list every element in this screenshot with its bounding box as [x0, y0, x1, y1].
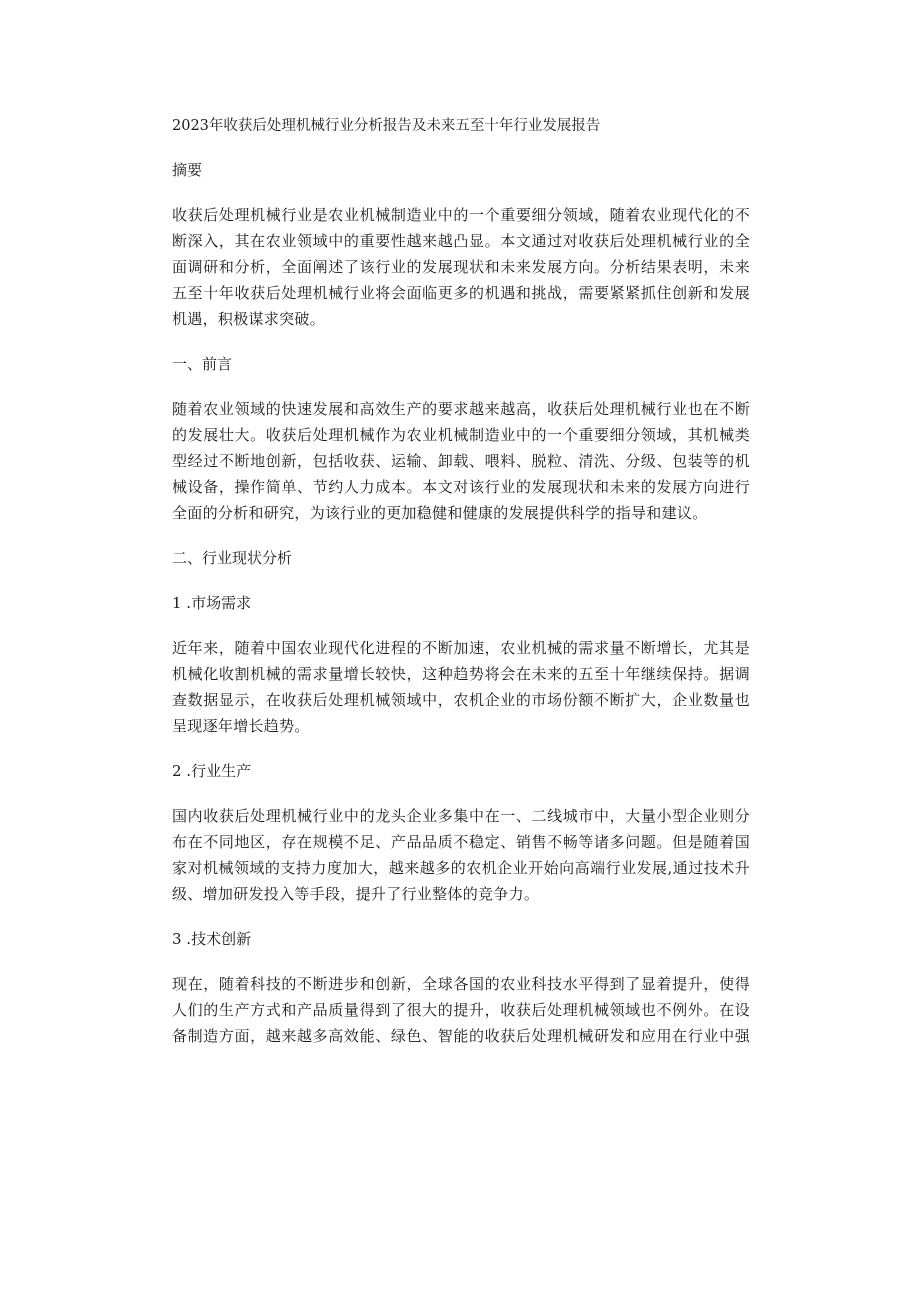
paragraph-line: 呈现逐年增长趋势。	[172, 717, 310, 735]
tech-innovation-paragraph	[172, 971, 750, 1049]
subsection-heading-industry-production: 2 .行业生产	[172, 762, 252, 780]
abstract-paragraph	[172, 202, 750, 332]
paragraph-line: 查数据显示，在收获后处理机械领域中，农机企业的市场份额不断扩大，企业数量也	[172, 691, 750, 709]
section-heading-preface: 一、前言	[172, 355, 233, 373]
document-page	[172, 113, 750, 1068]
paragraph-line: 家对机械领域的支持力度加大，越来越多的农机企业开始向高端行业发展,通过技术升	[172, 859, 750, 877]
paragraph-line: 五至十年收获后处理机械行业将会面临更多的机遇和挑战，需要紧紧抓住创新和发展	[172, 284, 750, 302]
paragraph-line: 型经过不断地创新，包括收获、运输、卸载、喂料、脱粒、清洗、分级、包装等的机	[172, 452, 750, 470]
paragraph-line: 布在不同地区，存在规模不足、产品品质不稳定、销售不畅等诸多问题。但是随着国	[172, 833, 750, 851]
preface-paragraph	[172, 396, 750, 526]
paragraph-line: 备制造方面，越来越多高效能、绿色、智能的收获后处理机械研发和应用在行业中强	[172, 1027, 750, 1045]
paragraph-line: 级、增加研发投入等手段，提升了行业整体的竞争力。	[172, 885, 540, 903]
paragraph-line: 械设备，操作简单、节约人力成本。本文对该行业的发展现状和未来的发展方向进行	[172, 478, 750, 496]
paragraph-line: 近年来，随着中国农业现代化进程的不断加速，农业机械的需求量不断增长，尤其是	[172, 639, 750, 657]
paragraph-line: 断深入，其在农业领域中的重要性越来越凸显。本文通过对收获后处理机械行业的全	[172, 232, 750, 250]
paragraph-line: 随着农业领域的快速发展和高效生产的要求越来越高，收获后处理机械行业也在不断	[172, 400, 750, 418]
market-demand-paragraph	[172, 635, 750, 739]
paragraph-line: 国内收获后处理机械行业中的龙头企业多集中在一、二线城市中，大量小型企业则分	[172, 807, 750, 825]
paragraph-line: 机遇，积极谋求突破。	[172, 310, 326, 328]
paragraph-line: 收获后处理机械行业是农业机械制造业中的一个重要细分领域，随着农业现代化的不	[172, 206, 750, 224]
paragraph-line: 的发展壮大。收获后处理机械作为农业机械制造业中的一个重要细分领域，其机械类	[172, 426, 750, 444]
subsection-heading-market-demand: 1 .市场需求	[172, 594, 252, 612]
section-heading-industry-status: 二、行业现状分析	[172, 549, 293, 567]
paragraph-line: 现在，随着科技的不断进步和创新，全球各国的农业科技水平得到了显着提升，使得	[172, 975, 750, 993]
document-title: 2023年收获后处理机械行业分析报告及未来五至十年行业发展报告	[172, 118, 601, 134]
paragraph-line: 机械化收割机械的需求量增长较快，这种趋势将会在未来的五至十年继续保持。据调	[172, 665, 750, 683]
subsection-heading-tech-innovation: 3 .技术创新	[172, 930, 252, 948]
paragraph-line: 面调研和分析，全面阐述了该行业的发展现状和未来发展方向。分析结果表明，未来	[172, 258, 750, 276]
paragraph-line: 人们的生产方式和产品质量得到了很大的提升，收获后处理机械领域也不例外。在设	[172, 1001, 750, 1019]
paragraph-line: 全面的分析和研究，为该行业的更加稳健和健康的发展提供科学的指导和建议。	[172, 504, 708, 522]
industry-production-paragraph	[172, 803, 750, 907]
abstract-heading: 摘要	[172, 161, 203, 179]
